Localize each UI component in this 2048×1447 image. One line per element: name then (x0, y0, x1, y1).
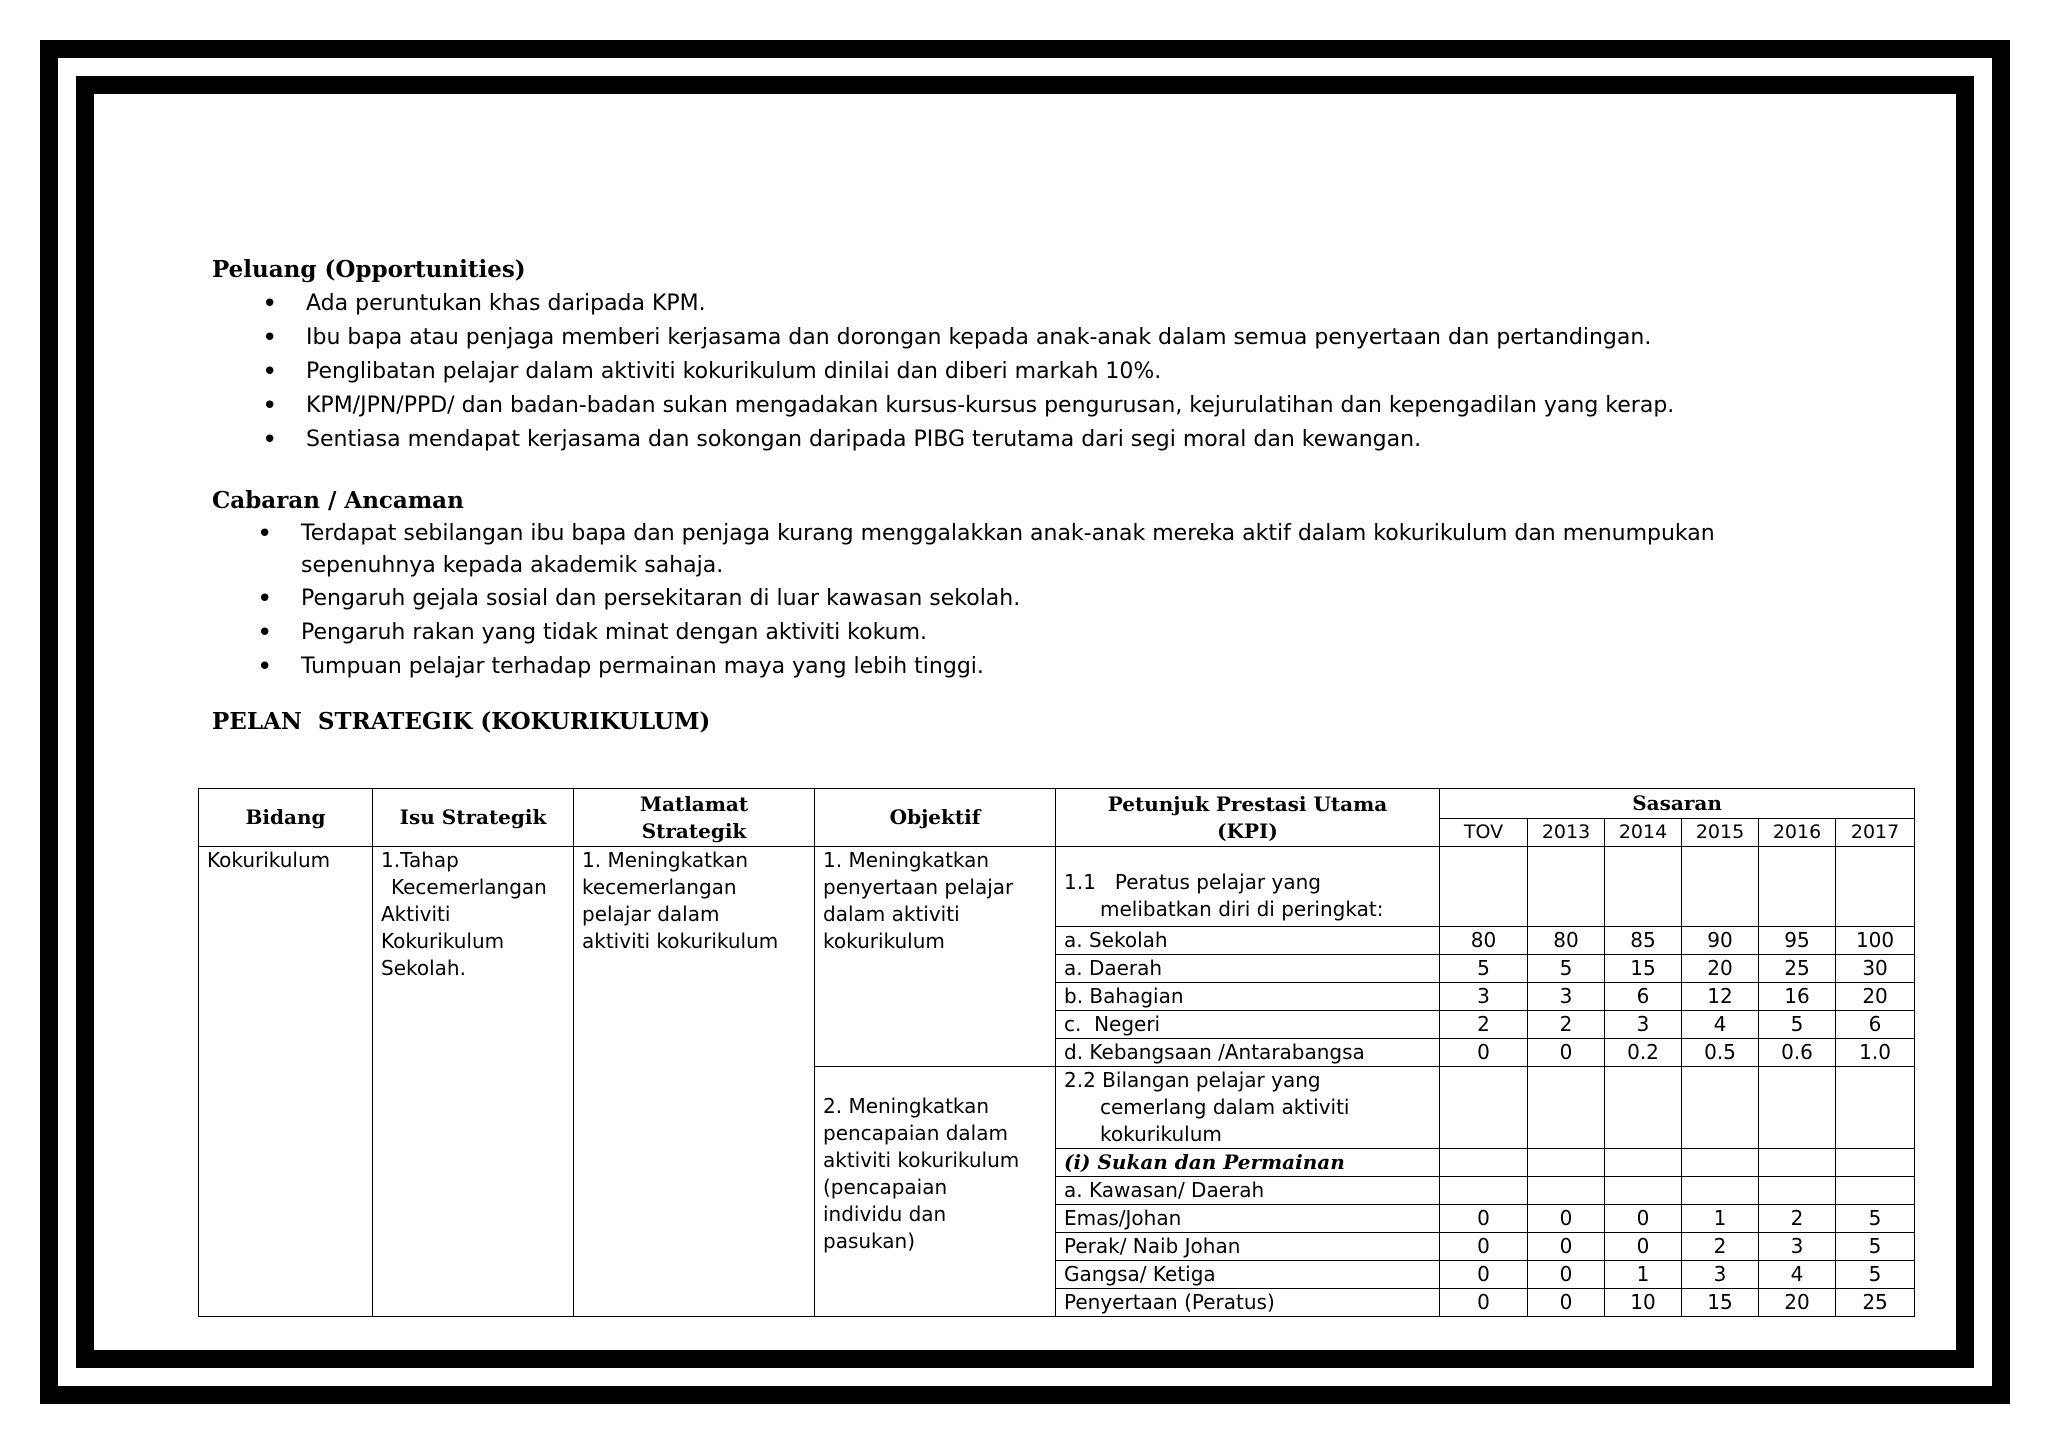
row-label: a. Sekolah (1056, 927, 1440, 955)
row-value: 3 (1528, 983, 1605, 1011)
row-value: 0 (1528, 1205, 1605, 1233)
cell-objektif-1 (815, 847, 1056, 1067)
row-value: 2 (1440, 1011, 1528, 1039)
row-value: 5 (1836, 1233, 1915, 1261)
row-value: 3 (1440, 983, 1528, 1011)
header-year: 2017 (1836, 819, 1915, 847)
row-value: 85 (1605, 927, 1682, 955)
header-objektif: Objektif (815, 789, 1056, 847)
list-item: • Tumpuan pelajar terhadap permainan maya yang lebih tinggi. (301, 650, 1912, 684)
list-item: • Sentiasa mendapat kerjasama dan sokongan daripada PIBG terutama dari segi moral dan kewangan. (306, 423, 1912, 457)
cell-text: 1.Tahap (381, 848, 459, 872)
row-label: Emas/Johan (1056, 1205, 1440, 1233)
row-value: 16 (1759, 983, 1836, 1011)
row-label: d. Kebangsaan /Antarabangsa (1056, 1039, 1440, 1067)
row-value: 0 (1528, 1261, 1605, 1289)
cell-kpi-2-2 (1056, 1067, 1440, 1149)
header-text: Petunjuk Prestasi Utama (1107, 791, 1388, 816)
row-value: 95 (1759, 927, 1836, 955)
plan-title: PELAN STRATEGIK (KOKURIKULUM) (212, 708, 711, 735)
row-value: 0.6 (1759, 1039, 1836, 1067)
header-year: TOV (1440, 819, 1528, 847)
cell-text: melibatkan diri di peringkat: (1100, 897, 1384, 921)
cell-text: kecemerlangan (582, 875, 737, 899)
row-value: 0 (1605, 1233, 1682, 1261)
row-value: 5 (1759, 1011, 1836, 1039)
cell-text: 1. Meningkatkan (582, 848, 749, 872)
cell-text: aktiviti kokurikulum (823, 1148, 1020, 1172)
cell-text: pasukan) (823, 1229, 916, 1253)
cell-text: 1. Meningkatkan (823, 848, 990, 872)
cell-text: 1.1 Peratus pelajar yang (1064, 870, 1321, 894)
cell-text: kokurikulum (823, 929, 945, 953)
cell-text: pelajar dalam (582, 902, 720, 926)
row-value: 15 (1682, 1289, 1759, 1317)
row-value: 0 (1528, 1289, 1605, 1317)
row-value: 0.2 (1605, 1039, 1682, 1067)
cell-text: individu dan (823, 1202, 947, 1226)
row-label: a. Daerah (1056, 955, 1440, 983)
header-matlamat-strategik (574, 789, 815, 847)
row-value: 0 (1528, 1233, 1605, 1261)
cell-kpi-1-1 (1056, 847, 1440, 927)
row-value: 5 (1836, 1261, 1915, 1289)
cell-text: Kecemerlangan (391, 875, 547, 899)
strategic-plan-table (198, 788, 1915, 1317)
row-value: 0 (1440, 1205, 1528, 1233)
row-value: 4 (1759, 1261, 1836, 1289)
header-isu-strategik: Isu Strategik (373, 789, 574, 847)
row-value: 0 (1605, 1205, 1682, 1233)
header-year: 2015 (1682, 819, 1759, 847)
row-label-kawasan: a. Kawasan/ Daerah (1056, 1177, 1440, 1205)
row-value: 100 (1836, 927, 1915, 955)
opportunities-heading: Peluang (Opportunities) (212, 256, 526, 283)
row-value: 0.5 (1682, 1039, 1759, 1067)
cell-text: Kokurikulum (381, 929, 505, 953)
cell-text: (pencapaian (823, 1175, 948, 1199)
row-label: Perak/ Naib Johan (1056, 1233, 1440, 1261)
row-value: 3 (1759, 1233, 1836, 1261)
header-bidang: Bidang (199, 789, 373, 847)
header-text: Strategik (641, 818, 747, 843)
header-text: Matlamat (639, 791, 749, 816)
row-label: Gangsa/ Ketiga (1056, 1261, 1440, 1289)
row-value: 15 (1605, 955, 1682, 983)
row-value: 80 (1528, 927, 1605, 955)
threats-list (212, 518, 1912, 684)
row-value: 25 (1836, 1289, 1915, 1317)
threats-heading: Cabaran / Ancaman (212, 487, 464, 514)
cell-text: aktiviti kokurikulum (582, 929, 779, 953)
row-value: 30 (1836, 955, 1915, 983)
cell-text: Sekolah. (381, 956, 466, 980)
list-item: • Pengaruh rakan yang tidak minat dengan aktiviti kokum. (301, 616, 1912, 650)
row-label: Penyertaan (Peratus) (1056, 1289, 1440, 1317)
document-body (212, 256, 1912, 735)
row-value: 3 (1682, 1261, 1759, 1289)
list-item: • Ada peruntukan khas daripada KPM. (306, 287, 1912, 321)
cell-objektif-2 (815, 1067, 1056, 1317)
row-value: 2 (1682, 1233, 1759, 1261)
row-value: 0 (1440, 1261, 1528, 1289)
header-year: 2013 (1528, 819, 1605, 847)
row-label: b. Bahagian (1056, 983, 1440, 1011)
row-value: 2 (1759, 1205, 1836, 1233)
cell-text: pencapaian dalam (823, 1121, 1008, 1145)
row-value: 5 (1528, 955, 1605, 983)
row-value: 6 (1836, 1011, 1915, 1039)
cell-bidang: Kokurikulum (199, 847, 373, 1317)
cell-isu-strategik (373, 847, 574, 1317)
row-value: 0 (1528, 1039, 1605, 1067)
row-value: 20 (1836, 983, 1915, 1011)
row-label: c. Negeri (1056, 1011, 1440, 1039)
list-item: • Penglibatan pelajar dalam aktiviti kokurikulum dinilai dan diberi markah 10%. (306, 355, 1912, 389)
row-value: 3 (1605, 1011, 1682, 1039)
cell-matlamat (574, 847, 815, 1317)
row-value: 5 (1836, 1205, 1915, 1233)
row-value: 0 (1440, 1039, 1528, 1067)
row-value: 0 (1440, 1233, 1528, 1261)
row-value: 4 (1682, 1011, 1759, 1039)
row-value: 12 (1682, 983, 1759, 1011)
cell-text: Aktiviti (381, 902, 451, 926)
cell-text: penyertaan pelajar (823, 875, 1014, 899)
opportunities-list (212, 287, 1912, 457)
cell-text: dalam aktiviti (823, 902, 960, 926)
row-value: 90 (1682, 927, 1759, 955)
cell-text: 2. Meningkatkan (823, 1094, 990, 1118)
header-sasaran: Sasaran (1440, 789, 1915, 819)
row-value: 2 (1528, 1011, 1605, 1039)
header-year: 2016 (1759, 819, 1836, 847)
row-value: 1 (1605, 1261, 1682, 1289)
cell-text: kokurikulum (1100, 1122, 1222, 1146)
row-value: 5 (1440, 955, 1528, 983)
row-value: 25 (1759, 955, 1836, 983)
row-value: 20 (1759, 1289, 1836, 1317)
header-year: 2014 (1605, 819, 1682, 847)
cell-text: 2.2 Bilangan pelajar yang (1064, 1068, 1321, 1092)
header-text: (KPI) (1217, 818, 1278, 843)
row-value: 80 (1440, 927, 1528, 955)
row-value: 1 (1682, 1205, 1759, 1233)
cell-text: cemerlang dalam aktiviti (1100, 1095, 1350, 1119)
list-item: • Terdapat sebilangan ibu bapa dan penjaga kurang menggalakkan anak-anak mereka aktif dalam kokurikulum dan menumpukan sepenuhnya kepada akademik sahaja. (301, 518, 1912, 582)
list-item: • Pengaruh gejala sosial dan persekitaran di luar kawasan sekolah. (301, 582, 1912, 616)
row-value: 10 (1605, 1289, 1682, 1317)
row-value: 6 (1605, 983, 1682, 1011)
list-item: • Ibu bapa atau penjaga memberi kerjasama dan dorongan kepada anak-anak dalam semua penyertaan dan pertandingan. (306, 321, 1912, 355)
row-value: 20 (1682, 955, 1759, 983)
list-item: • KPM/JPN/PPD/ dan badan-badan sukan mengadakan kursus-kursus pengurusan, kejurulatihan dan kepengadilan yang kerap. (306, 389, 1912, 423)
row-value: 1.0 (1836, 1039, 1915, 1067)
row-value: 0 (1440, 1289, 1528, 1317)
subheading-sukan: (i) Sukan dan Permainan (1056, 1149, 1440, 1177)
header-kpi (1056, 789, 1440, 847)
